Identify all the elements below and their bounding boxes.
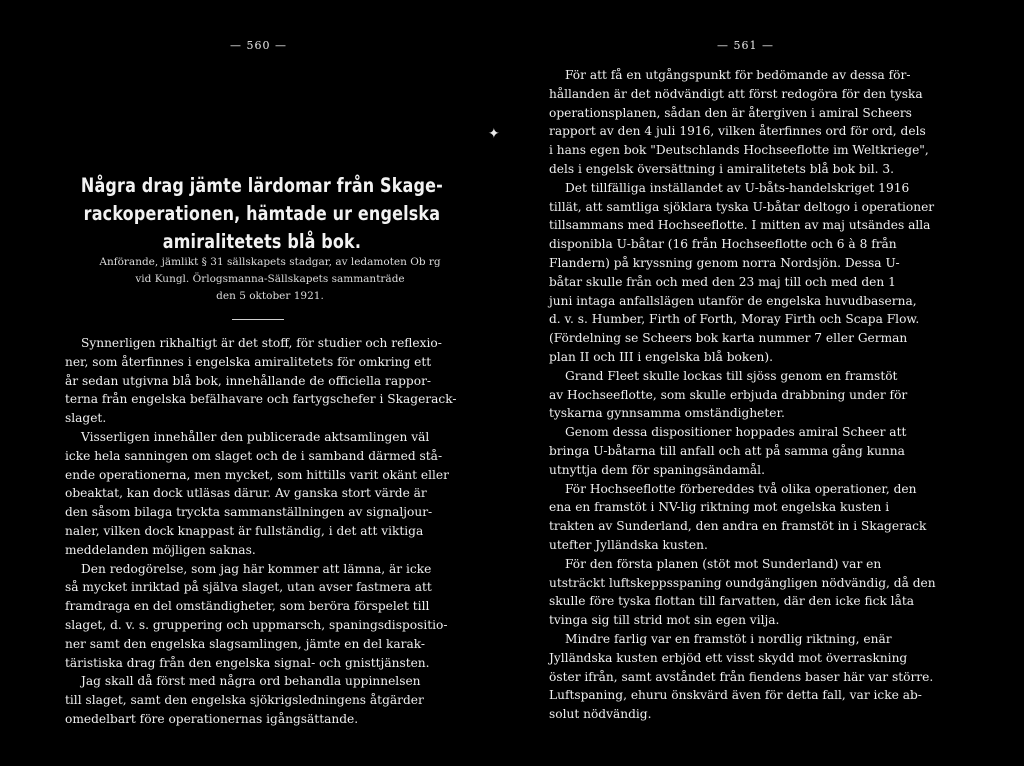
text-line: icke hela sanningen om slaget och de i samband därmed stå- (65, 448, 443, 463)
text-line: så mycket inriktad på själva slaget, utan avser fastmera att (65, 580, 432, 595)
text-line: år sedan utgivna blå bok, innehållande de officiella rappor- (65, 373, 432, 388)
text-line: plan II och III i engelska blå boken). (549, 349, 773, 364)
text-line: slaget, d. v. s. gruppering och uppmarsch, spaningsdispositio- (65, 617, 448, 632)
text-line: omedelbart före operationernas igångsättande. (65, 711, 359, 726)
text-line: solut nödvändig. (549, 707, 652, 722)
text-line: operationsplanen, sådan den är återgiven i amiral Scheers (549, 105, 912, 120)
lead-note (60, 254, 480, 305)
lead-line: vid Kungl. Örlogsmanna-Sällskapets sammanträde (135, 273, 405, 285)
text-line: rapport av den 4 juli 1916, vilken återfinnes ord för ord, dels (549, 124, 926, 139)
text-line: juni intaga anfallslägen utanför de engelska huvudbaserna, (549, 293, 917, 308)
text-line: disponibla U-båtar (16 från Hochseeflotte och 6 à 8 från (549, 237, 897, 252)
text-line: till slaget, samt den engelska sjökrigsledningens åtgärder (65, 693, 424, 708)
text-line: av Hochseeflotte, som skulle erbjuda drabbning under för (549, 387, 908, 402)
text-line: För att få en utgångspunkt för bedömande av dessa för- (565, 68, 911, 82)
text-line: naler, vilken dock knappast är fullständig, i det att viktiga (65, 523, 424, 538)
text-line: meddelanden möjligen saknas. (65, 542, 256, 557)
text-line: Flandern) på kryssning genom norra Nordsjön. Dessa U- (549, 255, 900, 270)
scan-mark: ✦ (488, 126, 500, 142)
text-line: i hans egen bok "Deutschlands Hochseeflotte im Weltkriege", (549, 143, 929, 158)
text-line: För den första planen (stöt mot Sunderland) var en (565, 556, 882, 571)
text-line: terna från engelska befälhavare och fartygschefer i Skagerack- (65, 392, 457, 407)
text-line: utefter Jylländska kusten. (549, 537, 708, 552)
text-line: Jylländska kusten erbjöd ett visst skydd mot överraskning (549, 650, 908, 665)
lead-line: den 5 oktober 1921. (216, 290, 324, 302)
text-line: utnyttja dem för spaningsändamål. (549, 462, 765, 477)
text-line: tillsammans med Hochseeflotte. I mitten av maj utsändes alla (549, 218, 931, 233)
text-line: Genom dessa dispositioner hoppades amiral Scheer att (565, 425, 907, 440)
right-page (512, 0, 1024, 766)
text-line: Synnerligen rikhaltigt är det stoff, för studier och reflexio- (81, 336, 442, 350)
text-line: Grand Fleet skulle lockas till sjöss genom en framstöt (565, 368, 898, 383)
text-line: tillät, att samtliga sjöklara tyska U-båtar deltogo i operationer (549, 199, 935, 214)
text-line: Mindre farlig var en framstöt i nordlig riktning, enär (565, 631, 892, 646)
title-line: amiralitetets blå bok. (162, 230, 362, 253)
text-line: (Fördelning se Scheers bok karta nummer 7 eller German (549, 331, 908, 346)
lead-line: Anförande, jämlikt § 31 sällskapets stadgar, av ledamoten Ob rg (99, 256, 441, 268)
text-line: tvinga sig till strid mot sin egen vilja. (549, 613, 780, 628)
text-line: slaget. (65, 411, 107, 426)
text-line: Det tillfälliga inställandet av U-båts-handelskriget 1916 (565, 180, 910, 195)
body-text (65, 334, 465, 729)
title-line: Några drag jämte lärdomar från Skage- (80, 174, 443, 197)
text-line: utsträckt luftskeppsspaning oundgängligen nödvändig, då den (549, 575, 936, 590)
text-line: bringa U-båtarna till anfall och att på samma gång kunna (549, 443, 905, 458)
text-line: Visserligen innehåller den publicerade aktsamlingen väl (81, 429, 430, 444)
text-line: trakten av Sunderland, den andra en framstöt in i Skagerack (549, 519, 927, 534)
text-line: Den redogörelse, som jag här kommer att lämna, är icke (81, 561, 432, 576)
page-number: — 561 — (717, 39, 774, 52)
text-line: framdraga en del omständigheter, som beröra förspelet till (65, 599, 430, 614)
divider (232, 319, 284, 320)
text-line: Jag skall då först med några ord behandla uppinnelsen (81, 674, 421, 689)
text-line: tyskarna gynnsamma omständigheter. (549, 406, 785, 421)
text-line: ner samt den engelska slagsamlingen, jämte en del karak- (65, 636, 425, 651)
article-title (52, 172, 472, 256)
text-line: ende operationerna, men mycket, som hittills varit okänt eller (65, 467, 449, 482)
text-line: täristiska drag från den engelska signal- och gnisttjänsten. (65, 655, 430, 670)
text-line: Luftspaning, ehuru önskvärd även för detta fall, var icke ab- (549, 688, 922, 703)
text-line: öster ifrån, samt avståndet från fiendens baser här var större. (549, 669, 934, 684)
text-line: d. v. s. Humber, Firth of Forth, Moray Firth och Scapa Flow. (549, 312, 920, 327)
title-line: rackoperationen, hämtade ur engelska (83, 202, 441, 225)
text-line: skulle före tyska flottan till farvatten, där den icke fick låta (549, 594, 915, 609)
text-line: obeaktat, kan dock utläsas därur. Av ganska stort värde är (65, 486, 427, 501)
text-line: den såsom bilaga tryckta sammanställningen av signaljour- (65, 505, 433, 520)
text-line: ena en framstöt i NV-lig riktning mot engelska kusten i (549, 500, 890, 515)
body-text (549, 66, 949, 724)
text-line: För Hochseeflotte förbereddes två olika operationer, den (565, 481, 917, 496)
text-line: dels i engelsk översättning i amiralitetets blå bok bil. 3. (549, 161, 894, 176)
text-line: ner, som återfinnes i engelska amiralitetets för omkring ett (65, 354, 432, 369)
text-line: hållanden är det nödvändigt att först redogöra för den tyska (549, 86, 923, 101)
text-line: båtar skulle från och med den 23 maj till och med den 1 (549, 274, 896, 289)
page-number: — 560 — (230, 39, 287, 52)
